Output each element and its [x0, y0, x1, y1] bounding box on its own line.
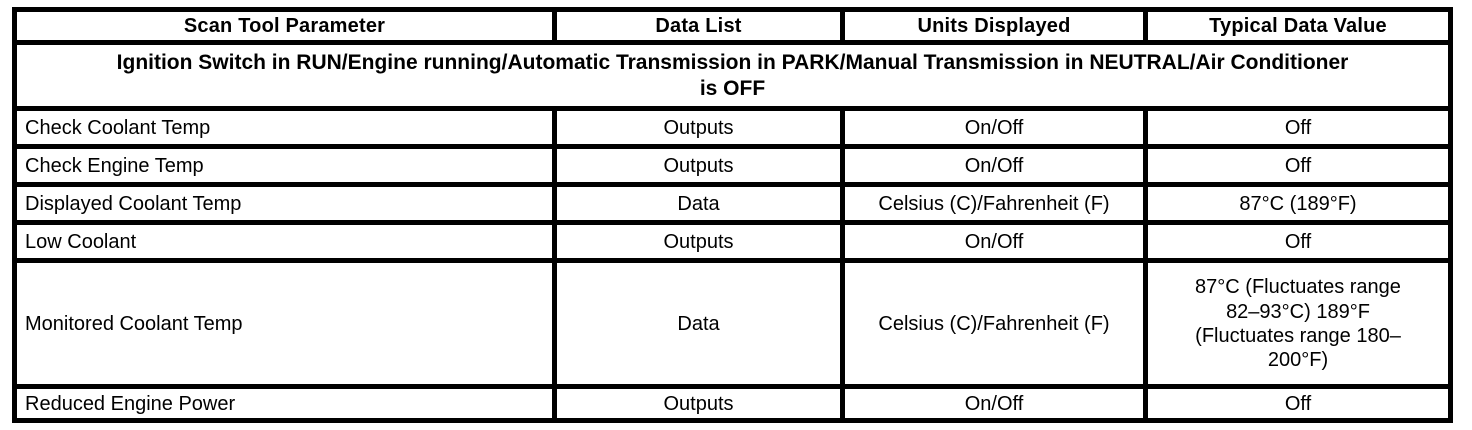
- table-row: [15, 147, 1451, 185]
- cell-units-displayed: On/Off: [843, 387, 1146, 421]
- test-condition-row: [15, 43, 1451, 109]
- table-row: [15, 223, 1451, 261]
- cell-typical-value: Off: [1146, 109, 1451, 147]
- table-row: [15, 261, 1451, 387]
- cell-parameter: Low Coolant: [15, 223, 555, 261]
- cell-parameter: Monitored Coolant Temp: [15, 261, 555, 387]
- cell-data-list: Data: [555, 261, 843, 387]
- table-row: [15, 387, 1451, 421]
- cell-parameter: Displayed Coolant Temp: [15, 185, 555, 223]
- cell-parameter: Check Engine Temp: [15, 147, 555, 185]
- col-header-data-list: Data List: [555, 10, 843, 43]
- cell-typical-value: [1146, 261, 1451, 387]
- test-condition-cell: [15, 43, 1451, 109]
- table-header-row: [15, 10, 1451, 43]
- cell-typical-value: Off: [1146, 223, 1451, 261]
- cell-units-displayed: On/Off: [843, 223, 1146, 261]
- cell-data-list: Outputs: [555, 387, 843, 421]
- cell-units-displayed: On/Off: [843, 109, 1146, 147]
- fluctuating-value-text: 87°C (Fluctuates range 82–93°C) 189°F (Fluctuates range 180–200°F): [1195, 276, 1401, 372]
- cell-parameter: Check Coolant Temp: [15, 109, 555, 147]
- col-header-units-displayed: Units Displayed: [843, 10, 1146, 43]
- cell-units-displayed: On/Off: [843, 147, 1146, 185]
- col-header-typical-data-value: Typical Data Value: [1146, 10, 1451, 43]
- cell-units-displayed: Celsius (C)/Fahrenheit (F): [843, 261, 1146, 387]
- col-header-scan-tool-parameter: Scan Tool Parameter: [15, 10, 555, 43]
- cell-typical-value: Off: [1146, 147, 1451, 185]
- cell-parameter: Reduced Engine Power: [15, 387, 555, 421]
- cell-typical-value: Off: [1146, 387, 1451, 421]
- scan-tool-data-table: [12, 7, 1453, 423]
- table-row: [15, 185, 1451, 223]
- test-condition-text: Ignition Switch in RUN/Engine running/Automatic Transmission in PARK/Manual Transmission in NEUTRAL/Air Conditioner is OFF: [116, 51, 1349, 100]
- cell-data-list: Outputs: [555, 109, 843, 147]
- cell-data-list: Outputs: [555, 147, 843, 185]
- cell-data-list: Outputs: [555, 223, 843, 261]
- table-row: [15, 109, 1451, 147]
- cell-data-list: Data: [555, 185, 843, 223]
- cell-typical-value: 87°C (189°F): [1146, 185, 1451, 223]
- cell-units-displayed: Celsius (C)/Fahrenheit (F): [843, 185, 1146, 223]
